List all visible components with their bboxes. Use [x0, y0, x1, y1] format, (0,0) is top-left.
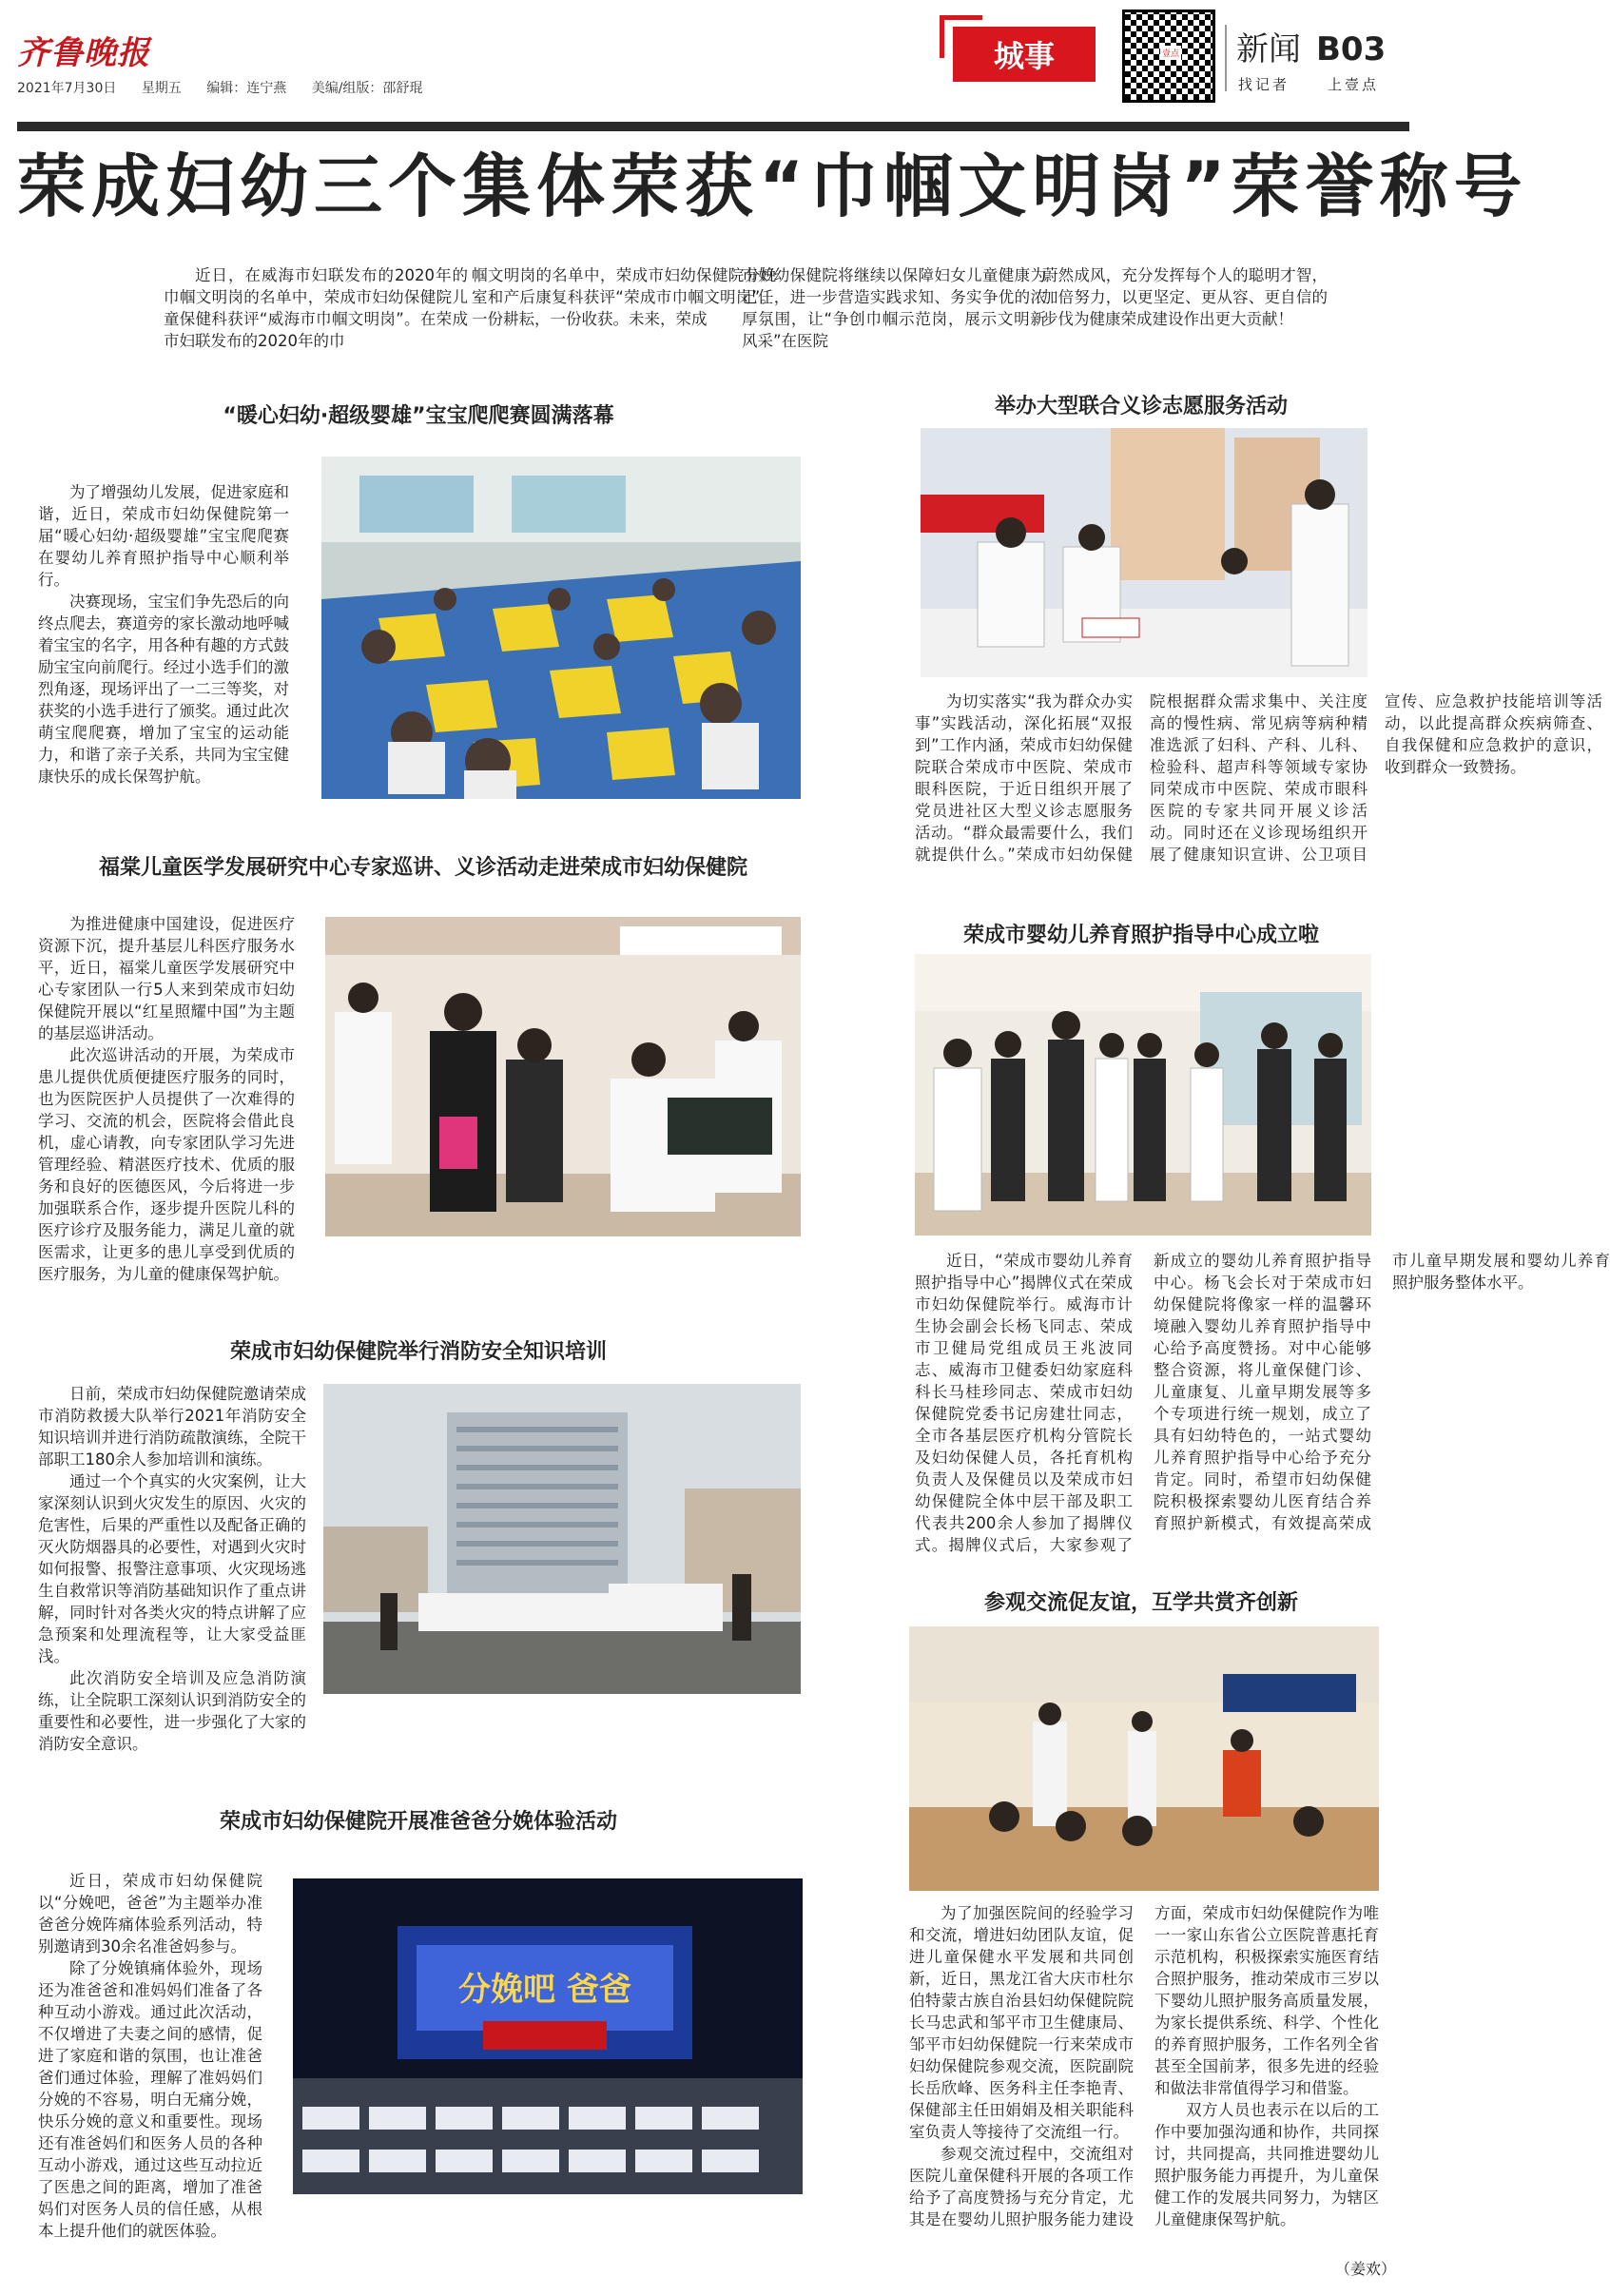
page-number-block — [1236, 23, 1386, 69]
paragraph: 此次巡讲活动的开展，为荣成市患儿提供优质便捷医疗服务的同时，也为医院医护人员提供了一次难得的学习、交流的机会，医院将会借此良机，虚心请教，向专家团队学习先进管理经验、精湛医疗技术、优质的服务和良好的医德医风，今后将进一步加强联系合作，逐步提升医院儿科的医疗诊疗及服务能力，满足儿童的就医需求，让更多的患儿享受到优质的医疗服务，为儿童的健康保驾护航。 — [38, 1046, 295, 1283]
stage-banner-text: 分娩吧 爸爸 — [458, 1971, 631, 2009]
paragraph: 参观交流过程中，交流组对医院儿童保健科开展的各项工作给予了高度赞扬与充分肯定，尤其是在婴幼儿照护服务能力建设方面，荣成市妇幼保健院作为唯一一家山东省公立医院普惠托育示范机构，积极探索实施医育结合照护服务，推动荣成市三岁以下婴幼儿照护服务高质量发展，为家长提供系统、科学、个性化的养育照护服务，工作名列全省甚至全国前茅，很多先进的经验和做法非常值得学习和借鉴。 — [909, 1904, 1379, 2228]
infant-center-illustration — [915, 954, 1371, 1236]
photo-pediatric — [325, 917, 801, 1236]
photo-baby-crawl — [321, 457, 801, 799]
paragraph: 为推进健康中国建设，促进医疗资源下沉，提升基层儿科医疗服务水平，近日，福棠儿童医学发展研究中心专家团队一行5人来到荣成市妇幼保健院开展以“红星照耀中国”为主题的基层巡讲活动。 — [38, 915, 295, 1042]
article-body-baby-crawl — [38, 481, 289, 788]
lead-column-3: 市妇幼保健院将继续以保障妇女儿童健康为己任，进一步营造实践求知、务实争优的浓厚氛围，让“争创巾帼示范岗，展示文明新风采”在医院 — [742, 266, 1046, 350]
article-body-clinic-col2 — [1156, 691, 1368, 881]
paragraph: 为切实落实“我为群众办实事”实践活动，深化拓展“双报到”工作内涵，荣成市妇幼保健院联合荣成市中医院、荣成市眼科医院，于近日组织开展了党员进社区大型义诊志愿服务活动。“群众最需要什么，我们就提供什么。”荣成市妇幼保健院根据群众需求集中、关注度高的慢性病、常见病等病种精准选派了妇科、产科、儿科、检验科、超声科等领域专家协同荣成市中医院、荣成市眼科医院的专家共同开展义诊活动。同时还在义诊现场组织开展了健康知识宣讲、公卫项目宣传、应急救护技能培训等活动，以此提高群众疾病筛查、自我保健和应急救护的意识，收到群众一致赞扬。 — [915, 692, 1602, 864]
exchange-illustration — [909, 1626, 1379, 1891]
issue-date: 2021年7月30日 — [17, 81, 117, 96]
article-title-infant-center: 荣成市婴幼儿养育照护指导中心成立啦 — [962, 924, 1319, 947]
paragraph: 决赛现场，宝宝们争先恐后的向终点爬去，赛道旁的家长激动地呼喊着宝宝的名字，用各种有趣的方式鼓励宝宝向前爬行。经过小选手们的激烈角逐，现场评出了一二三等奖，对获奖的小选手进行了颁奖。通过此次萌宝爬爬赛，增加了宝宝的运动能力，和谐了亲子关系，共同为宝宝健康快乐的成长保驾护航。 — [38, 593, 289, 786]
section-tag: 城事 — [953, 27, 1096, 82]
paragraph: 除了分娩镇痛体验外，现场还为准爸爸和准妈妈们准备了各种互动小游戏。通过此次活动，不仅增进了夫妻之间的感情，促进了家庭和谐的氛围，也让准爸爸们通过体验，理解了准妈妈们分娩的不容易，明白无痛分娩，快乐分娩的意义和重要性。现场还有准爸妈们和医务人员的各种互动小游戏，通过这些互动拉近了医患之间的距离，增加了准爸妈们对医务人员的信任感，从根本上提升他们的就医体验。 — [38, 1959, 262, 2240]
article-body-exchange — [909, 1902, 1379, 2256]
slogan — [1238, 74, 1417, 94]
article-body-pediatric — [38, 913, 295, 1285]
article-body-infant-center — [915, 1250, 1610, 1556]
fire-training-illustration — [323, 1384, 801, 1694]
article-body-dad-labor — [38, 1870, 262, 2242]
photo-dad-labor — [293, 1878, 803, 2194]
photo-fire-training — [323, 1384, 801, 1694]
slogan-left: 找记者 — [1238, 76, 1290, 93]
baby-crawl-illustration — [321, 457, 801, 799]
paragraph: 近日，“荣成市婴幼儿养育照护指导中心”揭牌仪式在荣成市妇幼保健院举行。威海市计生协会副会长杨飞同志、荣成市卫健局党组成员王兆波同志、威海市卫健委妇幼家庭科科长马桂珍同志、荣成市妇幼保健院党委书记房建壮同志，全市各基层医疗机构分管院长及妇幼保健人员，各托育机构负责人及保健员以及荣成市妇幼保健院全体中层干部及职工代表共200余人参加了揭牌仪式。揭牌仪式后，大家参观了新成立的婴幼儿养育照护指导中心。杨飞会长对于荣成市妇幼保健院将像家一样的温馨环境融入婴幼儿养育照护指导中心给予高度赞扬。对中心能够整合资源，将儿童保健门诊、儿童康复、儿童早期发展等多个专项进行统一规划，成立了具有妇幼特色的，一站式婴幼儿养育照护指导中心给予充分肯定。同时，希望市妇幼保健院积极探索婴幼儿医育结合养育照护新模式，有效提高荣成市儿童早期发展和婴幼儿养育照护服务整体水平。 — [915, 1252, 1610, 1554]
photo-infant-center — [915, 954, 1371, 1236]
clinic-illustration — [921, 428, 1368, 677]
paragraph: 双方人员也表示在以后的工作中要加强沟通和协作，共同探讨，共同提高，共同推进婴幼儿照护服务能力再提升，为儿童保健工作的发展共同努力，为辖区儿童健康保驾护航。 — [1154, 2101, 1379, 2228]
dad-labor-illustration — [293, 1878, 803, 2194]
article-title-dad-labor: 荣成市妇幼保健院开展准爸爸分娩体验活动 — [219, 1810, 617, 1834]
page-number: B03 — [1316, 30, 1387, 68]
slogan-right: 上壹点 — [1328, 76, 1380, 93]
article-title-pediatric: 福棠儿童医学发展研究中心专家巡讲、义诊活动走进荣成市妇幼保健院 — [98, 856, 747, 880]
article-body-fire-training — [38, 1383, 306, 1755]
pediatric-illustration — [325, 917, 801, 1236]
paragraph: 日前，荣成市妇幼保健院邀请荣成市消防救援大队举行2021年消防安全知识培训并进行消防疏散演练，全院干部职工180余人参加培训和演练。 — [38, 1385, 306, 1469]
author-credit: （姜欢） — [1334, 2260, 1396, 2278]
qr-label: 壹点 — [1160, 46, 1181, 60]
page-headline: 荣成妇幼三个集体荣获“巾帼文明岗”荣誉称号 — [17, 146, 1528, 226]
weekday: 星期五 — [141, 81, 182, 96]
photo-clinic — [921, 428, 1368, 677]
article-title-baby-crawl: “暖心妇幼·超级婴雄”宝宝爬爬赛圆满落幕 — [223, 404, 614, 428]
divider — [1225, 25, 1227, 91]
paragraph: 此次消防安全培训及应急消防演练，让全院职工深刻认识到消防安全的重要性和必要性，进一步强化了大家的消防安全意识。 — [38, 1669, 306, 1753]
editor-credit: 编辑：连宁燕 — [206, 81, 287, 96]
lead-column-4: 蔚然成风，充分发挥每个人的聪明才智，加倍努力，以更坚定、更从容、更自信的步伐为健康荣成建设作出更大贡献！ — [1042, 266, 1328, 328]
newspaper-logo: 齐鲁晚报 — [17, 34, 150, 72]
lead-column-2: 帼文明岗的名单中，荣成市妇幼保健院分娩室和产后康复科获评“荣成市巾帼文明岗”。一份耕耘，一份收获。未来，荣成 — [472, 266, 776, 328]
photo-exchange — [909, 1626, 1379, 1891]
top-rule — [17, 122, 1409, 131]
paragraph: 通过一个个真实的火灾案例，让大家深刻认识到火灾发生的原因、火灾的危害性，后果的严重性以及配备正确的灭火防烟器具的必要性，对遇到火灾时如何报警、报警注意事项、火灾现场逃生自救常识等消防基础知识作了重点讲解，同时针对各类火灾的特点讲解了应急预案和处理流程等，让大家受益匪浅。 — [38, 1472, 306, 1665]
article-title-exchange: 参观交流促友谊，互学共赏齐创新 — [983, 1591, 1298, 1615]
designer-credit: 美编/组版：邵舒琨 — [311, 81, 423, 96]
lead-column-1: 近日，在威海市妇联发布的2020年的巾帼文明岗的名单中，荣成市妇幼保健院儿童保健科获评“威海市巾帼文明岗”。在荣成市妇联发布的2020年的巾 — [164, 266, 468, 350]
exchange-columns — [909, 1902, 1379, 2256]
paragraph: 为了增强幼儿发展，促进家庭和谐，近日，荣成市妇幼保健院第一届“暖心妇幼·超级婴雄”宝宝爬爬赛在婴幼儿养育照护指导中心顺利举行。 — [38, 483, 289, 589]
paragraph: 近日，荣成市妇幼保健院以“分娩吧，爸爸”为主题举办准爸爸分娩阵痛体验系列活动，特别邀请到30余名准爸妈参与。 — [38, 1872, 262, 1955]
paragraph: 为了加强医院间的经验学习和交流，增进妇幼团队友谊，促进儿童保健水平发展和共同创新，近日，黑龙江省大庆市杜尔伯特蒙古族自治县妇幼保健院院长马忠武和邹平市卫生健康局、邹平市妇幼保健院一行来荣成市妇幼保健院参观交流，医院副院长岳欣峰、医务科主任李艳青、保健部主任田娟娟及相关职能科室负责人等接待了交流组一行。 — [909, 1904, 1134, 2141]
article-title-clinic: 举办大型联合义诊志愿服务活动 — [994, 395, 1288, 418]
section-name: 新闻 — [1236, 30, 1301, 68]
article-title-fire-training: 荣成市妇幼保健院举行消防安全知识培训 — [229, 1340, 607, 1364]
date-line — [17, 78, 443, 97]
